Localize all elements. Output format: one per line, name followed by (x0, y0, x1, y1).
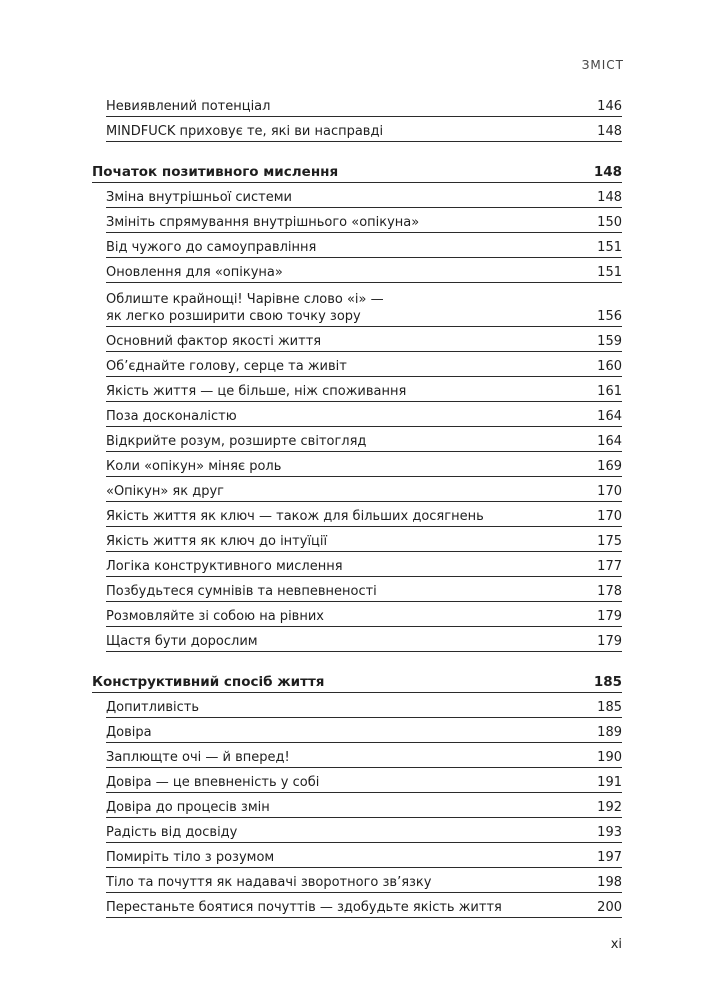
toc-chapter-title: Конструктивний спосіб життя (92, 674, 325, 690)
toc-entry[interactable] (106, 743, 622, 768)
toc-entry-title: Змініть спрямування внутрішнього «опікуна» (106, 215, 420, 230)
toc-chapter-page: 185 (593, 674, 622, 690)
toc-entry-page: 191 (597, 775, 622, 790)
toc-entry-page: 161 (597, 384, 622, 399)
toc-entry[interactable] (106, 693, 622, 718)
toc-entry-title: Заплющте очі — й вперед! (106, 750, 290, 765)
toc-entry[interactable] (106, 117, 622, 142)
toc-entry-title: Відкрийте розум, розширте світогляд (106, 434, 367, 449)
toc-entry-page: 151 (597, 240, 622, 255)
toc-entry[interactable] (106, 843, 622, 868)
toc-entry-title: Помиріть тіло з розумом (106, 850, 275, 865)
toc-entry-page: 179 (597, 609, 622, 624)
toc-entry-title: Зміна внутрішньої системи (106, 190, 292, 205)
page-number: xi (610, 937, 622, 952)
toc-entry-title: Допитливість (106, 700, 200, 715)
running-header: ЗМІСТ (581, 58, 624, 72)
toc-entry[interactable] (106, 92, 622, 117)
toc-entry[interactable] (106, 768, 622, 793)
toc-entry[interactable] (106, 627, 622, 652)
toc-entry-title: Якість життя як ключ до інтуїції (106, 534, 328, 549)
toc-entry[interactable] (106, 818, 622, 843)
toc-entry-page: 150 (597, 215, 622, 230)
toc-entry-page: 190 (597, 750, 622, 765)
toc-entry[interactable] (106, 577, 622, 602)
toc-entry-title: Невиявлений потенціал (106, 99, 271, 114)
toc-entry-title-line2: як легко розширити свою точку зору (106, 309, 361, 324)
toc-entry-title: Довіра до процесів змін (106, 800, 270, 815)
toc-entry-page: 170 (597, 509, 622, 524)
toc-entry-title: Позбудьтеся сумнівів та невпевненості (106, 584, 377, 599)
toc-entry-title: Логіка конструктивного мислення (106, 559, 343, 574)
toc-entry[interactable] (106, 893, 622, 918)
toc-entry[interactable] (106, 527, 622, 552)
toc-entry-page: 169 (597, 459, 622, 474)
toc-entry-page: 148 (597, 124, 622, 139)
toc-entry[interactable] (106, 377, 622, 402)
toc-entry[interactable] (106, 718, 622, 743)
toc-entry-page: 193 (597, 825, 622, 840)
toc-entry[interactable] (106, 208, 622, 233)
toc-entry-title: Від чужого до самоуправління (106, 240, 317, 255)
toc-entry-title: Об’єднайте голову, серце та живіт (106, 359, 347, 374)
toc-entry[interactable] (106, 552, 622, 577)
toc-entry-page: 179 (597, 634, 622, 649)
toc-entry-page: 178 (597, 584, 622, 599)
toc-entry-title: Щастя бути дорослим (106, 634, 258, 649)
toc-entry-title: Розмовляйте зі собою на рівних (106, 609, 324, 624)
toc-entry-page: 170 (597, 484, 622, 499)
toc-entry-title: Радість від досвіду (106, 825, 238, 840)
toc-entry[interactable] (106, 233, 622, 258)
toc-chapter-page: 148 (593, 164, 622, 180)
toc-entry[interactable] (106, 283, 622, 327)
toc-entry[interactable] (106, 868, 622, 893)
toc-entry-title (106, 291, 384, 325)
toc-entry[interactable] (106, 477, 622, 502)
toc-entry[interactable] (106, 327, 622, 352)
toc-entry-page: 151 (597, 265, 622, 280)
toc-entry-title: «Опікун» як друг (106, 484, 224, 499)
toc-entry-title: Довіра (106, 725, 152, 740)
toc-entry-title: Оновлення для «опікуна» (106, 265, 283, 280)
toc-entry-page: 197 (597, 850, 622, 865)
toc-entry[interactable] (106, 352, 622, 377)
toc-chapter[interactable] (92, 158, 622, 183)
toc-entry[interactable] (106, 793, 622, 818)
toc-entry-title: Довіра — це впевненість у собі (106, 775, 320, 790)
toc-entry-page: 159 (597, 334, 622, 349)
toc-entry-title: Перестаньте боятися почуттів — здобудьте якість життя (106, 900, 502, 915)
toc-entry[interactable] (106, 427, 622, 452)
toc-entry-page: 189 (597, 725, 622, 740)
toc-entry-page: 156 (597, 309, 622, 324)
toc-entry[interactable] (106, 602, 622, 627)
toc-entry-title: Тіло та почуття як надавачі зворотного зв’язку (106, 875, 432, 890)
toc-entry[interactable] (106, 258, 622, 283)
toc-entry-page: 198 (597, 875, 622, 890)
toc-entry-title: Якість життя як ключ — також для більших досягнень (106, 509, 484, 524)
toc-chapter[interactable] (92, 668, 622, 693)
toc-entry-title: MINDFUCK приховує те, які ви насправді (106, 124, 384, 139)
toc-entry[interactable] (106, 452, 622, 477)
toc-entry-page: 146 (597, 99, 622, 114)
toc-entry-page: 200 (597, 900, 622, 915)
table-of-contents (92, 92, 622, 918)
toc-entry[interactable] (106, 502, 622, 527)
toc-entry-page: 164 (597, 434, 622, 449)
toc-entry-page: 177 (597, 559, 622, 574)
toc-entry-page: 160 (597, 359, 622, 374)
toc-entry-title: Якість життя — це більше, ніж споживання (106, 384, 407, 399)
toc-entry-page: 185 (597, 700, 622, 715)
toc-entry-title: Коли «опікун» міняє роль (106, 459, 282, 474)
toc-entry[interactable] (106, 402, 622, 427)
toc-entry-page: 192 (597, 800, 622, 815)
toc-entry-page: 164 (597, 409, 622, 424)
toc-entry-page: 148 (597, 190, 622, 205)
toc-entry-title: Основний фактор якості життя (106, 334, 322, 349)
toc-entry-title: Поза досконалістю (106, 409, 237, 424)
toc-entry-page: 175 (597, 534, 622, 549)
toc-entry-title-line1: Облиште крайнощі! Чарівне слово «і» — (106, 292, 384, 307)
toc-chapter-title: Початок позитивного мислення (92, 164, 339, 180)
toc-entry[interactable] (106, 183, 622, 208)
